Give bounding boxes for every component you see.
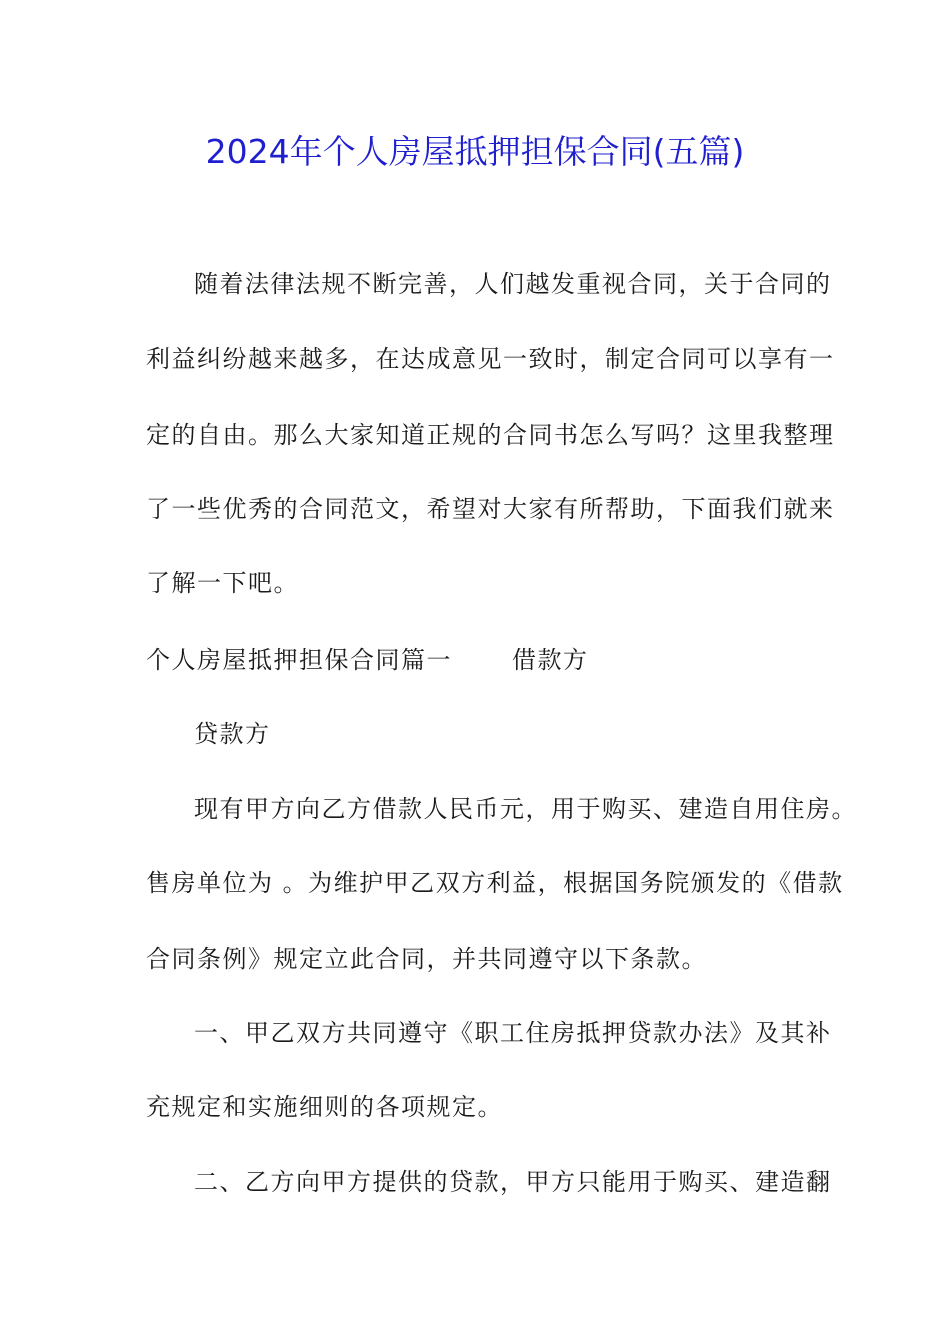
- section-heading: 个人房屋抵押担保合同篇一: [146, 646, 452, 674]
- intro-line-1: 随着法律法规不断完善，人们越发重视合同，关于合同的: [194, 270, 832, 298]
- body-line-5: 充规定和实施细则的各项规定。: [146, 1093, 503, 1121]
- body-line-1: 现有甲方向乙方借款人民币元，用于购买、建造自用住房。: [194, 795, 857, 823]
- intro-line-5: 了解一下吧。: [146, 569, 299, 597]
- body-line-2: 售房单位为 。为维护甲乙双方利益，根据国务院颁发的《借款: [146, 869, 844, 897]
- intro-line-2: 利益纠纷越来越多，在达成意见一致时，制定合同可以享有一: [146, 345, 835, 373]
- intro-line-4: 了一些优秀的合同范文，希望对大家有所帮助，下面我们就来: [146, 495, 835, 523]
- borrower-label: 借款方: [512, 646, 589, 674]
- lender-label: 贷款方: [194, 720, 271, 748]
- body-line-3: 合同条例》规定立此合同，并共同遵守以下条款。: [146, 945, 707, 973]
- body-line-6: 二、乙方向甲方提供的贷款，甲方只能用于购买、建造翻: [194, 1168, 832, 1196]
- section-heading-line: [146, 643, 589, 677]
- body-line-4: 一、甲乙双方共同遵守《职工住房抵押贷款办法》及其补: [194, 1019, 832, 1047]
- document-title: 2024年个人房屋抵押担保合同(五篇): [205, 132, 745, 171]
- intro-line-3: 定的自由。那么大家知道正规的合同书怎么写吗？这里我整理: [146, 421, 835, 449]
